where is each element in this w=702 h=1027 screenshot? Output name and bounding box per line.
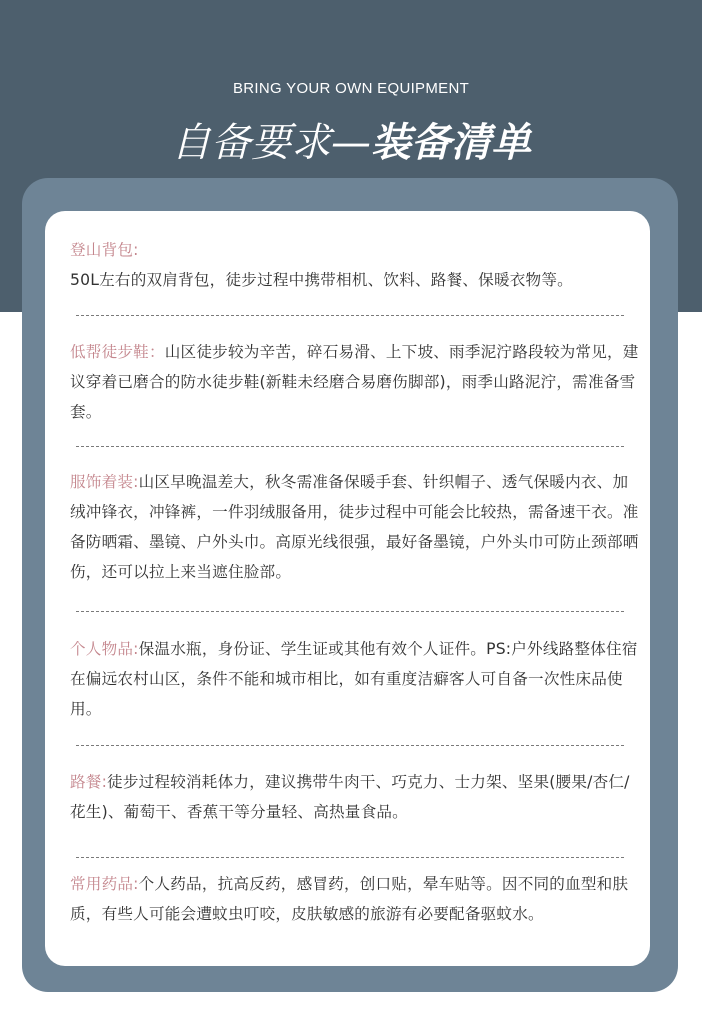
section-label: 个人物品:: [70, 640, 139, 658]
section-medicine: [70, 869, 640, 929]
section-hiking-shoes: [70, 337, 640, 427]
section-label: 低帮徒步鞋：: [70, 343, 165, 361]
title-light-part: 自备要求—: [171, 120, 371, 166]
section-divider: [76, 315, 624, 316]
section-text: 50L左右的双肩背包，徒步过程中携带相机、饮料、路餐、保暖衣物等。: [70, 271, 573, 289]
section-label: 常用药品:: [70, 875, 139, 893]
section-trail-food: [70, 767, 640, 827]
section-divider: [76, 446, 624, 447]
section-text: 山区徒步较为辛苦，碎石易滑、上下坡、雨季泥泞路段较为常见，建议穿着已磨合的防水徒步鞋(新鞋未经磨合易磨伤脚部)，雨季山路泥泞，需准备雪套。: [70, 343, 639, 421]
section-label: 登山背包:: [70, 241, 139, 259]
section-text: 山区早晚温差大，秋冬需准备保暖手套、针织帽子、透气保暖内衣、加绒冲锋衣，冲锋裤，一件羽绒服备用，徒步过程中可能会比较热，需备速干衣。准备防晒霜、墨镜、户外头巾。高原光线很强，最好备墨镜，户外头巾可防止颈部晒伤，还可以拉上来当遮住脸部。: [70, 473, 639, 581]
section-backpack: [70, 235, 640, 295]
title-bold-part: 装备清单: [371, 120, 531, 166]
section-clothing: [70, 467, 640, 587]
page-title: [0, 116, 702, 170]
equipment-card: [45, 211, 650, 966]
section-label: 路餐:: [70, 773, 108, 791]
section-text: 徒步过程较消耗体力，建议携带牛肉干、巧克力、士力架、坚果(腰果/杏仁/花生)、葡萄干、香蕉干等分量轻、高热量食品。: [70, 773, 630, 821]
header-subtitle: BRING YOUR OWN EQUIPMENT: [232, 80, 470, 97]
section-text: 保温水瓶，身份证、学生证或其他有效个人证件。PS:户外线路整体住宿在偏远农村山区，条件不能和城市相比，如有重度洁癖客人可自备一次性床品使用。: [70, 640, 638, 718]
section-divider: [76, 611, 624, 612]
section-divider: [76, 745, 624, 746]
section-text: 个人药品，抗高反药，感冒药，创口贴，晕车贴等。因不同的血型和肤质，有些人可能会遭蚊虫叮咬，皮肤敏感的旅游有必要配备驱蚊水。: [70, 875, 629, 923]
section-personal-items: [70, 634, 640, 724]
section-divider: [76, 857, 624, 858]
section-label: 服饰着装:: [70, 473, 139, 491]
